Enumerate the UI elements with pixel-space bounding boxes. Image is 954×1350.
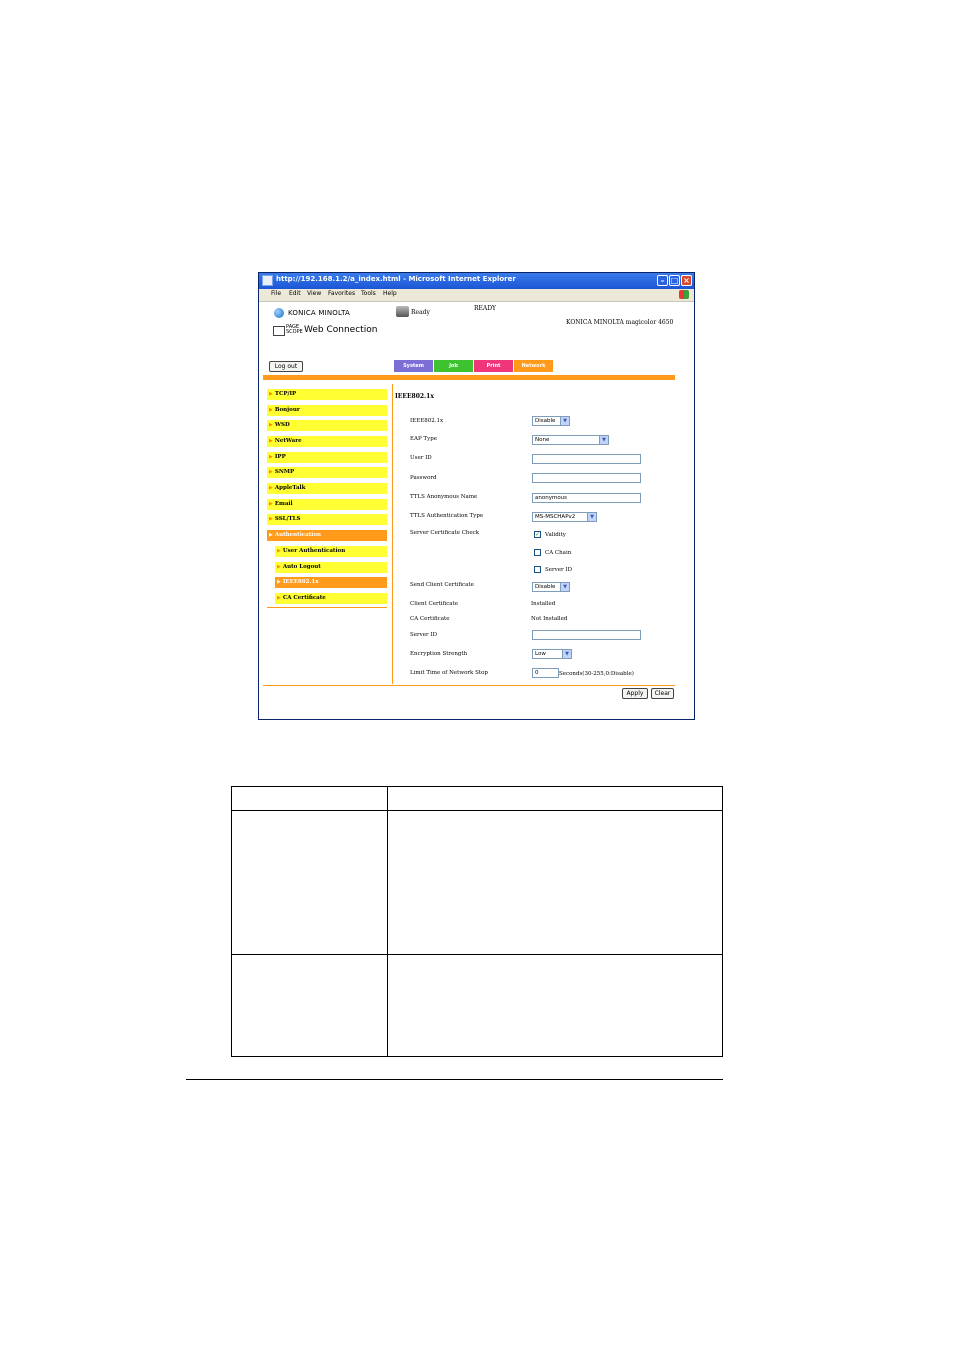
encryption-strength-value: Low [535, 651, 546, 657]
menu-file[interactable]: File [271, 290, 282, 297]
sidebar-item-label: Auto Logout [282, 564, 321, 570]
sidebar-item-appletalk[interactable] [267, 483, 387, 494]
menu-tools[interactable]: Tools [361, 290, 376, 297]
printer-model: KONICA MINOLTA magicolor 4650 [566, 319, 674, 326]
arrow-icon: ▶ [269, 485, 273, 491]
ieee8021x-select[interactable] [532, 416, 570, 426]
validity-checkbox[interactable]: ✓ [535, 531, 541, 538]
sidebar-item-label: Bonjour [274, 407, 300, 413]
header-divider [263, 375, 675, 380]
tab-print[interactable]: Print [474, 360, 513, 372]
arrow-icon: ▶ [269, 454, 273, 460]
menu-bar [259, 289, 694, 302]
konica-minolta-logo-icon [274, 308, 284, 318]
sidebar-item-label: User Authentication [282, 548, 346, 554]
server-id-input[interactable] [532, 630, 641, 640]
browser-window [258, 272, 695, 720]
send-client-cert-value: Disable [535, 584, 556, 590]
sidebar-item-bonjour[interactable] [267, 405, 387, 416]
pagescope-text [286, 325, 303, 335]
sidebar-item-label: WSD [274, 422, 290, 428]
ca-cert-label: CA Certificate [410, 616, 450, 622]
limit-time-input[interactable]: 0 [532, 668, 559, 678]
sidebar-item-email[interactable] [267, 499, 387, 510]
minimize-icon[interactable]: – [657, 275, 668, 286]
ttls-anonymous-name-label: TTLS Anonymous Name [410, 494, 478, 500]
client-cert-label: Client Certificate [410, 601, 459, 607]
arrow-icon: ▶ [277, 595, 281, 601]
sidebar-item-wsd[interactable] [267, 420, 387, 431]
sidebar-item-label: TCP/IP [274, 391, 297, 397]
ieee8021x-value: Disable [535, 418, 556, 424]
validity-label: Validity [545, 532, 566, 538]
ca-chain-checkbox[interactable] [534, 549, 541, 556]
send-client-cert-label: Send Client Certificate [410, 582, 474, 588]
client-cert-value: Installed [531, 601, 556, 607]
tab-network[interactable]: Network [514, 360, 553, 372]
tab-system[interactable]: System [394, 360, 433, 372]
password-label: Password [410, 475, 437, 481]
window-title: http://192.168.1.2/a_index.html - Microsoft Internet Explorer [276, 275, 516, 283]
eap-type-select[interactable] [532, 435, 609, 445]
eap-type-value: None [535, 437, 550, 443]
content-separator [392, 384, 393, 684]
arrow-icon: ▶ [269, 407, 273, 413]
maximize-icon[interactable]: □ [670, 276, 679, 285]
arrow-icon: ▶ [269, 391, 273, 397]
logout-button[interactable]: Log out [269, 361, 303, 372]
sidebar-item-label: IEEE802.1x [282, 579, 319, 585]
pagescope-line2: SCOPE [286, 329, 303, 335]
web-connection-title: Web Connection [304, 325, 378, 335]
menu-edit[interactable]: Edit [289, 290, 301, 297]
arrow-icon: ▶ [277, 564, 281, 570]
sidebar-item-label: Authentication [274, 532, 322, 538]
chevron-down-icon: ▼ [560, 583, 569, 591]
arrow-icon: ▶ [277, 548, 281, 554]
brand-name: KONICA MINOLTA [288, 309, 351, 317]
windows-logo-icon [679, 290, 689, 299]
arrow-icon: ▶ [269, 438, 273, 444]
menu-favorites[interactable]: Favorites [328, 290, 356, 297]
content-bottom-divider [263, 685, 675, 686]
printer-status-small: Ready [411, 309, 430, 316]
limit-time-hint: Seconds(30-255,0:Disable) [559, 671, 634, 677]
arrow-icon: ▶ [277, 579, 281, 585]
close-icon[interactable]: × [681, 275, 692, 286]
server-id-checkbox[interactable] [534, 566, 541, 573]
sidebar-item-label: AppleTalk [274, 485, 306, 491]
ttls-auth-type-value: MS-MSCHAPv2 [535, 514, 576, 520]
menu-help[interactable]: Help [383, 290, 397, 297]
user-id-input[interactable] [532, 454, 641, 464]
sidebar-item-ssl-tls[interactable] [267, 514, 387, 525]
server-id-label: Server ID [410, 632, 437, 638]
clear-button[interactable]: Clear [651, 688, 674, 699]
ttls-auth-type-select[interactable] [532, 512, 597, 522]
chevron-down-icon: ▼ [587, 513, 596, 521]
encryption-strength-label: Encryption Strength [410, 651, 468, 657]
sidebar-item-auto-logout[interactable] [275, 562, 387, 573]
sidebar-item-ipp[interactable] [267, 452, 387, 463]
pagescope-logo-icon [273, 326, 285, 336]
ca-cert-value: Not Installed [531, 616, 568, 622]
send-client-cert-select[interactable] [532, 582, 570, 592]
title-bar[interactable] [259, 273, 694, 289]
server-id-check-label: Server ID [545, 567, 572, 573]
ca-chain-label: CA Chain [545, 550, 572, 556]
table-column-divider [387, 787, 388, 1056]
page-title: IEEE802.1x [395, 393, 434, 400]
sidebar-item-netware[interactable] [267, 436, 387, 447]
sidebar-item-tcpip[interactable] [267, 389, 387, 400]
table-row-divider [232, 810, 722, 811]
sidebar-item-label: IPP [274, 454, 286, 460]
arrow-icon: ▶ [269, 469, 273, 475]
encryption-strength-select[interactable] [532, 649, 572, 659]
arrow-icon: ▶ [269, 501, 273, 507]
arrow-icon: ▶ [269, 422, 273, 428]
sidebar-item-snmp[interactable] [267, 467, 387, 478]
printer-icon [396, 306, 409, 317]
user-id-label: User ID [410, 455, 432, 461]
sidebar-item-authentication[interactable] [267, 530, 387, 541]
password-input[interactable] [532, 473, 641, 483]
printer-status: READY [474, 305, 497, 312]
server-cert-check-label: Server Certificate Check [410, 530, 480, 536]
arrow-icon: ▶ [269, 532, 273, 538]
page-footer-rule [186, 1079, 723, 1080]
chevron-down-icon: ▼ [562, 650, 571, 658]
ttls-anonymous-name-input[interactable]: anonymous [532, 493, 641, 503]
sidebar-divider [267, 607, 387, 608]
arrow-icon: ▶ [269, 516, 273, 522]
ieee8021x-label: IEEE802.1x [410, 418, 444, 424]
sidebar-item-label: NetWare [274, 438, 302, 444]
limit-time-label: Limit Time of Network Stop [410, 670, 488, 676]
chevron-down-icon: ▼ [560, 417, 569, 425]
ttls-auth-type-label: TTLS Authentication Type [410, 513, 484, 519]
sidebar-item-user-authentication[interactable] [275, 546, 387, 557]
sidebar-item-label: CA Certificate [282, 595, 326, 601]
menu-view[interactable]: View [307, 290, 322, 297]
sidebar-item-ca-certificate[interactable] [275, 593, 387, 604]
sidebar-item-label: SNMP [274, 469, 295, 475]
ie-page-icon [262, 275, 273, 286]
pagescope-line1: PAGE [286, 324, 300, 330]
chevron-down-icon: ▼ [599, 436, 608, 444]
tab-job[interactable]: Job [434, 360, 473, 372]
eap-type-label: EAP Type [410, 436, 437, 442]
sidebar-item-label: Email [274, 501, 293, 507]
document-table [231, 786, 723, 1057]
sidebar-item-label: SSL/TLS [274, 516, 301, 522]
table-row-divider [232, 954, 722, 955]
sidebar-item-ieee8021x[interactable] [275, 577, 387, 588]
apply-button[interactable]: Apply [622, 688, 648, 699]
